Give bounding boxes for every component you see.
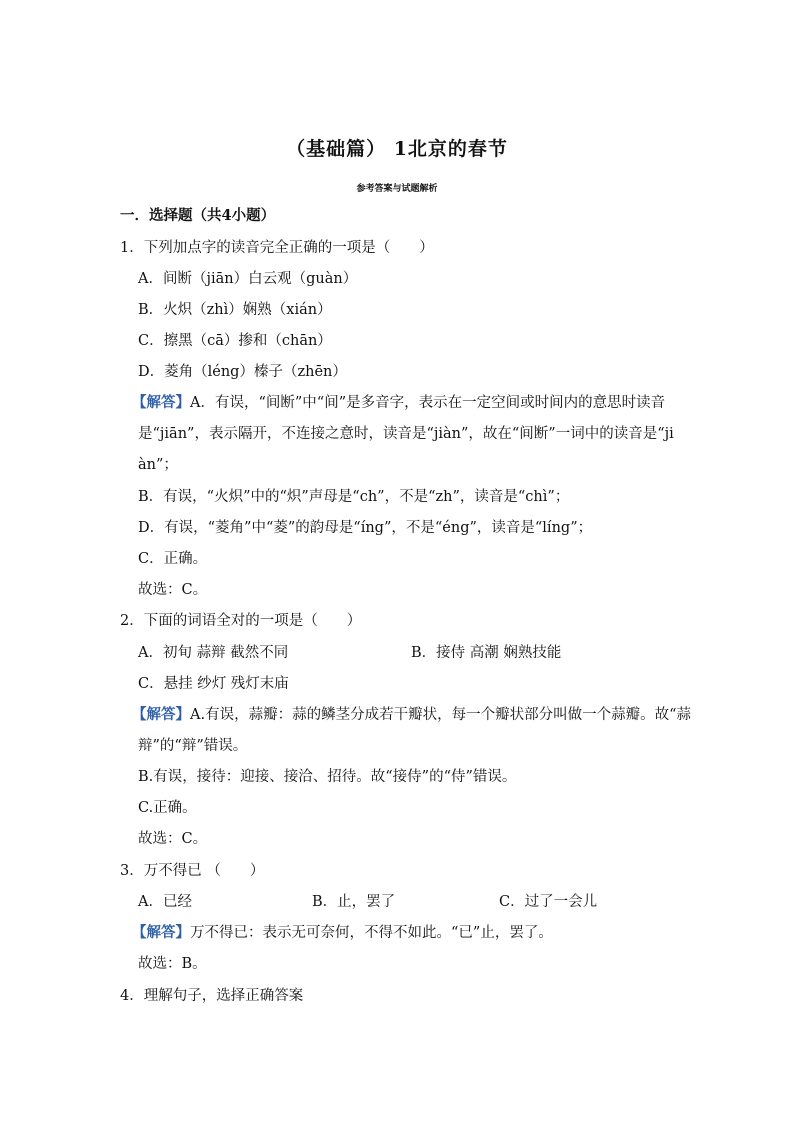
question-1-option-a: A．间断（jiān）白云观（guàn） <box>138 271 358 287</box>
question-3-option-b: B．止，罢了 <box>312 894 396 910</box>
question-1-answer-line: D．有误，“菱角”中“菱”的韵母是“íng”，不是“éng”，读音是“líng”； <box>138 520 593 536</box>
answer-text: A．有误，“间断”中“间”是多音字，表示在一定空间或时间内的意思时读音 <box>190 395 666 411</box>
question-3-option-c: C．过了一会儿 <box>499 894 598 910</box>
answer-tag: 【解答】 <box>132 924 190 941</box>
answer-tag: 【解答】 <box>132 394 190 411</box>
answer-text: 万不得已：表示无可奈何，不得不如此。“已”止，罢了。 <box>190 925 553 941</box>
question-1-answer <box>132 393 665 413</box>
question-3-conclusion: 故选：B。 <box>138 956 207 972</box>
question-4-stem: 4．理解句子，选择正确答案 <box>120 988 304 1004</box>
document-title: （基础篇） 1北京的春节 <box>286 138 508 160</box>
question-2-answer-line: 辩”的“辩”错误。 <box>138 738 248 754</box>
question-2-answer-line: B.有误，接待：迎接、接洽、招待。故“接侍”的“侍”错误。 <box>138 769 517 785</box>
question-3-answer <box>132 923 553 943</box>
question-1-option-c: C．擦黑（cā）掺和（chān） <box>138 333 332 349</box>
question-1-answer-line: àn”； <box>138 457 178 473</box>
question-2-option-b: B．接侍 高潮 娴熟技能 <box>411 645 562 661</box>
question-3-option-a: A．已经 <box>138 894 192 910</box>
section-heading: 一．选择题（共4小题） <box>120 207 276 224</box>
document-subtitle: 参考答案与试题解析 <box>356 184 438 194</box>
question-2-answer <box>132 705 691 725</box>
question-2-option-c: C．悬挂 纱灯 残灯末庙 <box>138 676 289 692</box>
question-2-stem: 2．下面的词语全对的一项是（ ） <box>120 613 362 629</box>
question-1-answer-line: C．正确。 <box>138 551 208 567</box>
question-3-stem: 3．万不得已 （ ） <box>120 863 265 879</box>
question-2-answer-line: C.正确。 <box>138 800 197 816</box>
question-1-answer-line: B．有误，“火炽”中的“炽”声母是“ch”，不是“zh”，读音是“chì”； <box>138 489 570 505</box>
question-1-answer-line: 是“jiān”，表示隔开，不连接之意时，读音是“jiàn”，故在“间断”一词中的读音是“ji <box>138 426 674 442</box>
answer-text: A.有误，蒜瓣：蒜的鳞茎分成若干瓣状，每一个瓣状部分叫做一个蒜瓣。故“蒜 <box>190 707 691 723</box>
question-1-stem: 1．下列加点字的读音完全正确的一项是（ ） <box>120 240 434 256</box>
question-2-option-a: A．初旬 蒜辩 截然不同 <box>138 645 289 661</box>
question-1-conclusion: 故选：C。 <box>138 582 208 598</box>
question-1-option-b: B．火炽（zhì）娴熟（xián） <box>138 302 332 318</box>
question-2-conclusion: 故选：C。 <box>138 831 208 847</box>
question-1-option-d: D．菱角（léng）榛子（zhēn） <box>138 364 347 380</box>
answer-tag: 【解答】 <box>132 706 190 723</box>
